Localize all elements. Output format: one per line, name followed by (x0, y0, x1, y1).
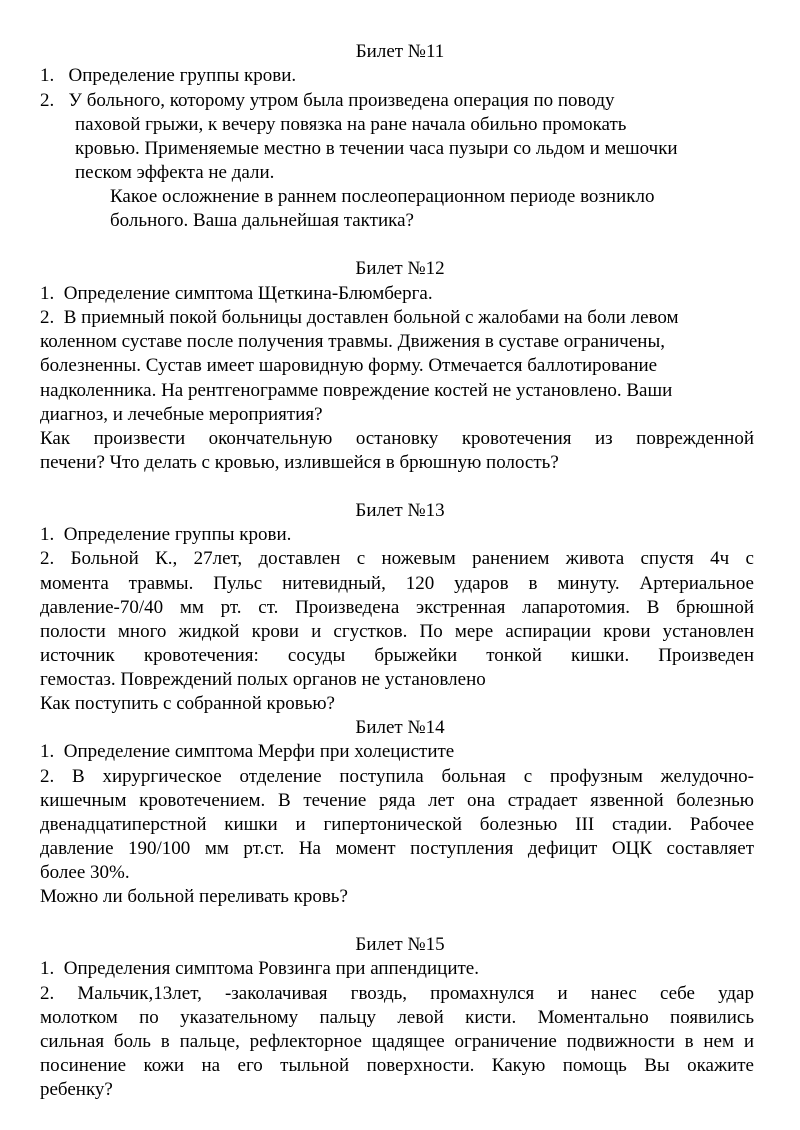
question-2-line: ребенку? (40, 1079, 113, 1100)
question-2-line: 2. В приемный покой больницы доставлен больной с жалобами на боли левом (40, 307, 679, 328)
question-2-line: 2. В хирургическое отделение поступила больная с профузным желудочно- (40, 766, 754, 787)
question-2-line: болезненны. Сустав имеет шаровидную форму. Отмечается баллотирование (40, 355, 658, 376)
question-2-line: надколенника. На рентгенограмме повреждение костей не установлено. Ваши (40, 380, 673, 401)
question-2-line: источник кровотечения: сосуды брыжейки тонкой кишки. Произведен (40, 645, 754, 666)
question-2-line: гемостаз. Повреждений полых органов не установлено (40, 669, 486, 690)
question-2-line: 2. Больной К., 27лет, доставлен с ножевым ранением живота спустя 4ч с (40, 548, 754, 569)
question-2-line: сильная боль в пальце, рефлекторное щадящее ограничение подвижности в нем и (40, 1031, 754, 1052)
question-2-line: песком эффекта не дали. (75, 162, 275, 183)
question-2-line: кишечным кровотечением. В течение ряда лет она страдает язвенной болезнью (40, 790, 754, 811)
question-2-line: паховой грыжи, к вечеру повязка на ране начала обильно промокать (75, 114, 627, 135)
question-2-line: давление 190/100 мм рт.ст. На момент поступления дефицит ОЦК составляет (40, 838, 754, 859)
question-2-line: кровью. Применяемые местно в течении часа пузыри со льдом и мешочки (75, 138, 678, 159)
question-1: 1. Определение группы крови. (40, 524, 292, 545)
question-extra-line: Как произвести окончательную остановку кровотечения из поврежденной (40, 428, 754, 449)
question-2-line: давление-70/40 мм рт. ст. Произведена экстренная лапаротомия. В брюшной (40, 597, 754, 618)
question-2-line: более 30%. (40, 862, 130, 883)
question-extra-line: печени? Что делать с кровью, излившейся в брюшную полость? (40, 452, 559, 473)
question-1: 1. Определения симптома Ровзинга при аппендиците. (40, 958, 479, 979)
question-extra-line: больного. Ваша дальнейшая тактика? (110, 210, 414, 231)
ticket-title: Билет №11 (355, 41, 445, 62)
ticket-title: Билет №12 (355, 258, 445, 279)
question-2-line: 2. Мальчик,13лет, -заколачивая гвоздь, промахнулся и нанес себе удар (40, 983, 754, 1004)
question-2-line: коленном суставе после получения травмы. Движения в суставе ограничены, (40, 331, 665, 352)
ticket-title: Билет №13 (355, 500, 445, 521)
question-2-line: диагноз, и лечебные мероприятия? (40, 404, 323, 425)
question-extra-line: Можно ли больной переливать кровь? (40, 886, 348, 907)
question-1: 1. Определение группы крови. (40, 65, 297, 86)
question-extra-line: Как поступить с собранной кровью? (40, 693, 335, 714)
question-2-line: момента травмы. Пульс нитевидный, 120 ударов в минуту. Артериальное (40, 573, 754, 594)
question-2-line: молотком по указательному пальцу левой кисти. Моментально появились (40, 1007, 754, 1028)
question-2-line: двенадцатиперстной кишки и гипертонической болезнью III стадии. Рабочее (40, 814, 754, 835)
question-1: 1. Определение симптома Щеткина-Блюмберга. (40, 283, 433, 304)
question-1: 1. Определение симптома Мерфи при холецистите (40, 741, 455, 762)
ticket-title: Билет №14 (355, 717, 445, 738)
ticket-title: Билет №15 (355, 934, 445, 955)
question-2-line: 2. У больного, которому утром была произведена операция по поводу (40, 90, 615, 111)
question-2-line: полости много жидкой крови и сгустков. По мере аспирации крови установлен (40, 621, 754, 642)
question-2-line: посинение кожи на его тыльной поверхности. Какую помощь Вы окажите (40, 1055, 754, 1076)
question-extra-line: Какое осложнение в раннем послеоперационном периоде возникло (110, 186, 655, 207)
